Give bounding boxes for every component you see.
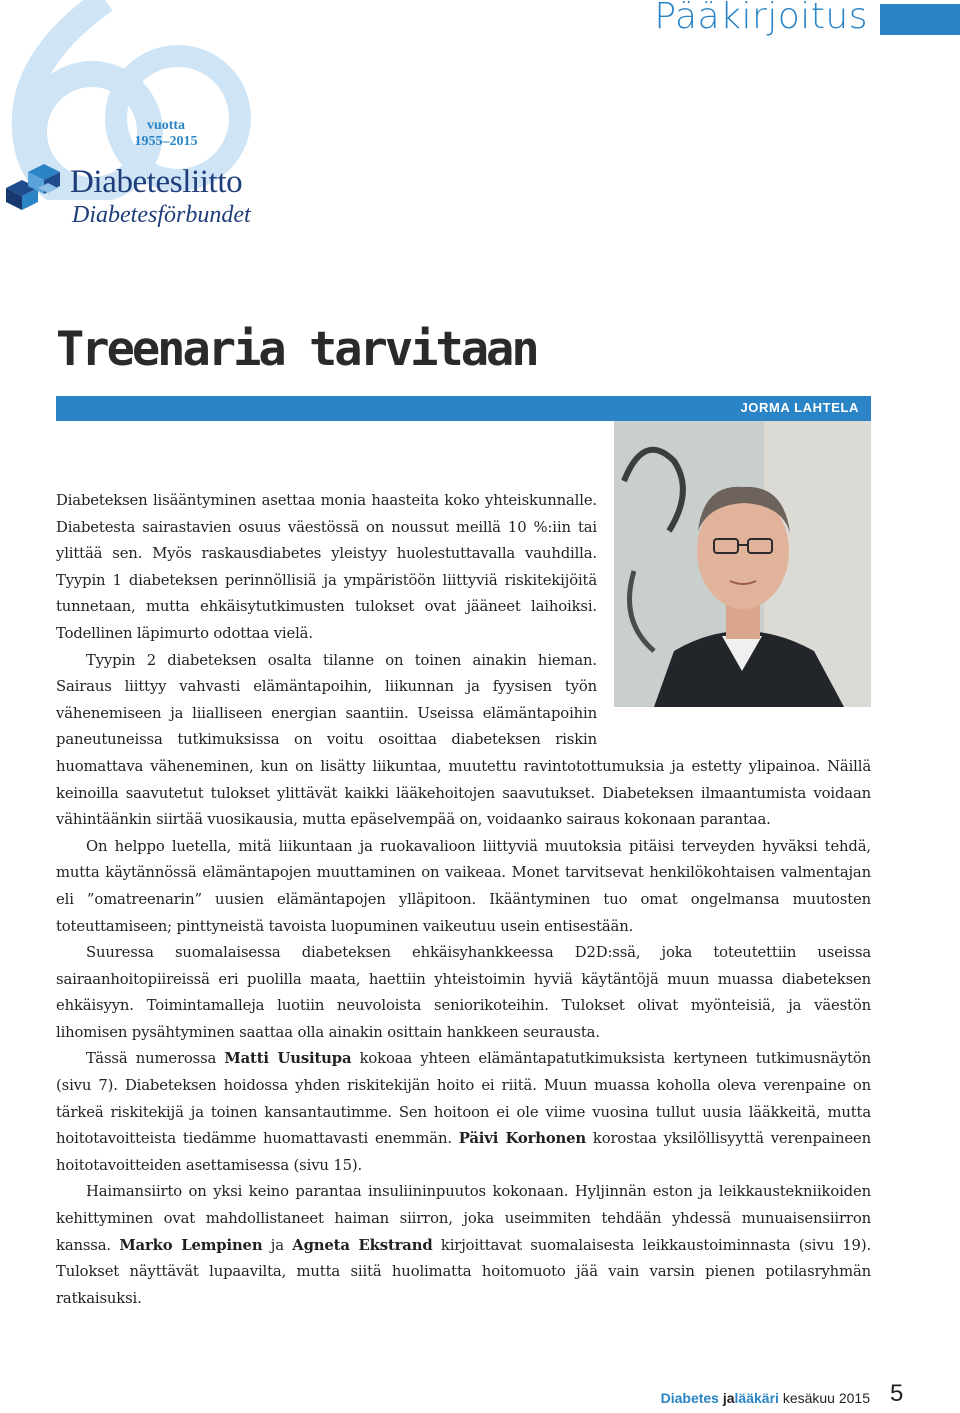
person-name: Marko Lempinen bbox=[119, 1236, 263, 1254]
paragraph-5-text: Tässä numerossa bbox=[86, 1050, 225, 1068]
person-name: Päivi Korhonen bbox=[458, 1130, 587, 1148]
anniversary-years: 1955–2015 bbox=[134, 134, 198, 149]
section-label: Pääkirjoitus bbox=[654, 0, 868, 37]
anniversary-label: vuotta bbox=[146, 118, 186, 133]
page-number: 5 bbox=[890, 1380, 904, 1407]
paragraph-6-text: kirjoittavat suomalaisesta leikkaustoiminnasta (sivu 19). Tulokset näyttävät lupaavilta, mutta siitä huolimatta hoitomuoto jää vain varsin pienen potilasryhmän ratkaisuksi. bbox=[56, 1236, 871, 1307]
person-name: Agneta Ekstrand bbox=[292, 1236, 433, 1254]
org-name-fi: Diabetesliitto bbox=[70, 164, 243, 200]
paragraph-5-text: kokoaa yhteen elämäntapatutkimuksista kertyneen tutkimusnäytön (sivu 7). Diabeteksen hoidossa yhden riskitekijän hoito ei riitä. Muun muassa koholla oleva verenpaine on tärkeä riskitekijä ja toinen kansantautimme. Sen hoitoon ei ole viime vuosina tullut uusia lääkkeitä, mutta hoitotavoitteista tiedämme huomattavasti enemmän. bbox=[56, 1050, 871, 1148]
paragraph-3: On helppo luetella, mitä liikuntaan ja ruokavalioon liittyviä muutoksia pitäisi terveyden hyväksi tehdä, mutta käytännössä elämäntapojen muuttaminen on vaikeaa. Monet tarvitsevat henkilökohtaisen valmentajan eli ”omatreenarin” uusien elämäntapojen ylläpitoon. Ikääntyminen tuo omat ongelmansa muutosten toteuttamiseen; pinttyneistä tavoista luopuminen vaikeutuu usein entisestään. bbox=[56, 837, 871, 935]
article-body bbox=[56, 488, 871, 1312]
article-title: Treenaria tarvitaan bbox=[56, 322, 537, 377]
paragraph-5-text: korostaa yksilöllisyyttä verenpaineen hoitotavoitteiden asettamisessa (sivu 15). bbox=[56, 1130, 871, 1174]
author-bar bbox=[56, 396, 871, 421]
author-name: JORMA LAHTELA bbox=[740, 400, 859, 415]
paragraph-6-text: Haimansiirto on yksi keino parantaa insuliininpuutos kokonaan. Hyljinnän eston ja leikkaustekniikoiden kehittyminen ovat mahdollistaneet haiman siirron, joka useimmiten tehdään yhdessä munuaisensiirron kanssa. bbox=[56, 1183, 871, 1254]
footer-publication bbox=[661, 1390, 870, 1406]
person-name: Matti Uusitupa bbox=[224, 1050, 352, 1068]
footer-brand-laakari: lääkäri bbox=[734, 1390, 779, 1406]
org-name-sv: Diabetesförbundet bbox=[72, 202, 251, 228]
paragraph-6-text: ja bbox=[262, 1236, 293, 1254]
paragraph-4: Suuressa suomalaisessa diabeteksen ehkäisyhankkeessa D2D:ssä, joka toteutettiin useissa sairaanhoitopiireissä eri puolilla maata, haettiin yhteistoimin hyviä käytäntöjä muun muassa diabeteksen ehkäisyyn. Toimintamalleja luotiin neuvoloista seniorikoteihin. Tulokset olivat myönteisiä, ja väestön lihomisen pysähtyminen saattaa olla ainakin osittain hankkeen seurausta. bbox=[56, 944, 871, 1041]
paragraph-1: Diabeteksen lisääntyminen asettaa monia haasteita koko yhteiskunnalle. Diabetesta sairastavien osuus väestössä on noussut meillä 10 %:iin tai ylittää sen. Myös raskausdiabetes yleistyy huolestuttavalla vauhdilla. Tyypin 1 diabeteksen perinnöllisiä ja ympäristöön liittyviä riskitekijöitä tunnetaan, mutta ehkäisytutkimusten tulokset ovat jääneet laihoiksi. Todellinen läpimurto odottaa vielä. bbox=[56, 492, 597, 642]
diabetesliitto-logo-icon bbox=[2, 158, 68, 210]
paragraph-6 bbox=[56, 1179, 871, 1312]
footer-brand-diabetes: Diabetes bbox=[660, 1390, 719, 1406]
paragraph-2: Tyypin 2 diabeteksen osalta tilanne on toinen ainakin hieman. Sairaus liittyy vahvasti elämäntapoihin, liikunnan ja fyysisen työn vähenemiseen ja liialliseen energian saantiin. Useissa elämäntapoihin paneutuneissa tutkimuksissa on voitu osoittaa diabeteksen riskin huomattava väheneminen, kun on lisätty liikuntaa, muutettu ravintotottumuksia ja estetty ylipainoa. Näillä keinoilla saavutetut tulokset ylittävät kaikki lääkehoitojen saavutukset. Diabeteksen ilmaantumista voidaan vähintäänkin siirtää vuosikausia, mutta epäselvempää on, voidaanko sairaus kokonaan parantaa. bbox=[56, 651, 871, 829]
footer-brand-ja: ja bbox=[722, 1390, 735, 1406]
paragraph-5 bbox=[56, 1046, 871, 1179]
footer-issue: kesäkuu 2015 bbox=[782, 1390, 870, 1406]
section-accent-bar bbox=[880, 4, 960, 35]
photo-text-wrap bbox=[597, 488, 871, 744]
